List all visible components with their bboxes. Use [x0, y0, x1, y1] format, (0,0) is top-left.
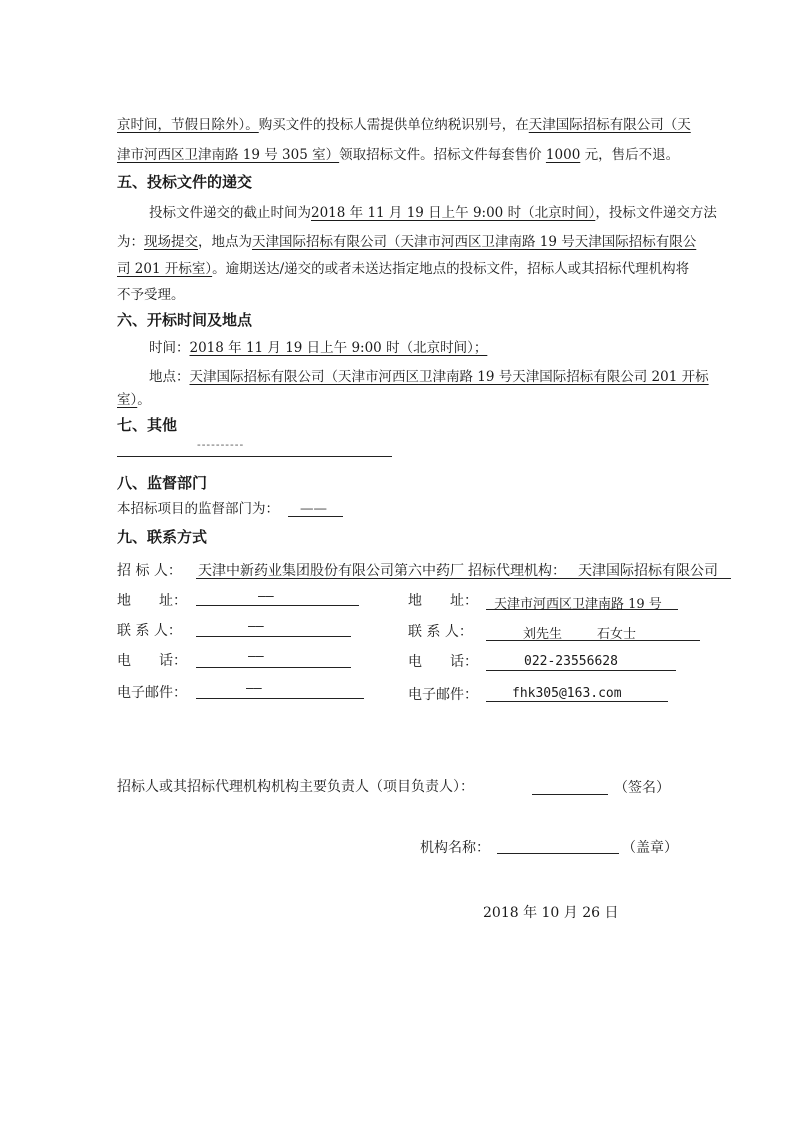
left-contact-underline: [196, 636, 351, 637]
price-suffix: 元，售后不退。: [580, 147, 680, 163]
time-note: 京时间，节假日除外）。: [117, 117, 259, 133]
supervisor-line: [117, 498, 279, 520]
supervisor-value: ——: [300, 501, 327, 517]
place-value-part2: 司 201 开标室）: [117, 261, 213, 277]
right-address-label: 地 址：: [408, 593, 478, 609]
opening-place-line1: [149, 366, 709, 388]
place-value-part1: 天津国际招标有限公司（天津市河西区卫津南路 19 号天津国际招标有限公: [252, 234, 697, 250]
price-text: 领取招标文件。招标文件每套售价: [339, 147, 546, 163]
right-contact-value-2: 石女士: [597, 627, 637, 642]
opening-place-line2: [117, 389, 151, 411]
pickup-place-part1: 天津国际招标有限公司（天: [528, 117, 691, 133]
right-contact-underline: [486, 640, 700, 641]
left-email-value: ——: [246, 681, 262, 696]
section6-heading: 六、开标时间及地点: [117, 311, 253, 329]
time-value: 2018 年 11 月 19 日上午 9:00 时（北京时间）；: [189, 340, 488, 356]
section8-heading: 八、监督部门: [117, 474, 208, 492]
section9-heading: 九、联系方式: [117, 528, 208, 546]
left-address-label: 地 址：: [117, 593, 187, 609]
sign-note: （签名）: [614, 780, 670, 796]
responsible-label: 招标人或其招标代理机构机构主要负责人（项目负责人）：: [117, 779, 474, 795]
right-contact-label: 联 系 人：: [408, 624, 473, 640]
right-phone-label: 电 话：: [408, 654, 478, 670]
right-email-underline: [486, 701, 668, 702]
supervisor-underline: [288, 516, 343, 517]
left-phone-value: ——: [248, 649, 264, 664]
left-address-value: ——: [258, 589, 274, 604]
agency-value: 天津国际招标有限公司: [578, 563, 718, 579]
method-prefix: 为：: [117, 234, 144, 250]
tenderer-value: 天津中新药业集团股份有限公司第六中药厂: [198, 563, 464, 579]
place-value-part2: 室）: [117, 392, 138, 408]
place-label: 地点：: [149, 369, 190, 385]
pickup-place-part2: 津市河西区卫津南路 19 号 305 室）: [117, 147, 340, 163]
left-contact-label: 联 系 人：: [117, 623, 182, 639]
org-name-label: 机构名称：: [420, 840, 490, 856]
right-address-underline: [486, 609, 678, 610]
left-address-underline: [196, 605, 359, 606]
tenderer-label: 招 标 人：: [117, 563, 182, 579]
other-blank-line: [117, 456, 392, 457]
left-email-label: 电子邮件：: [117, 685, 187, 701]
place-label: ，地点为: [198, 234, 252, 250]
right-email-value: fhk305@163.com: [512, 686, 622, 701]
right-phone-underline: [486, 670, 676, 671]
purchase-note: 购买文件的投标人需提供单位纳税识别号，在: [258, 117, 529, 133]
section5-line3: [117, 258, 689, 280]
section5-heading: 五、投标文件的递交: [117, 173, 253, 191]
right-address-value: 天津市河西区卫津南路 19 号: [494, 597, 662, 612]
method-value: 现场提交: [144, 234, 198, 250]
left-phone-label: 电 话：: [117, 653, 187, 669]
late-policy: 。逾期送达/递交的或者未送达指定地点的投标文件，招标人或其招标代理机构将: [212, 261, 690, 277]
agency-label: 招标代理机构：: [468, 563, 566, 579]
deadline-value: 2018 年 11 月 19 日上午 9:00 时（北京时间）: [311, 205, 596, 221]
right-contact-value-1: 刘先生: [523, 627, 563, 642]
other-placeholder: ----------: [197, 438, 245, 451]
org-name-underline: [497, 853, 619, 854]
section7-heading: 七、其他: [117, 416, 178, 434]
left-phone-underline: [196, 667, 351, 668]
section5-line2: [117, 231, 696, 253]
signing-date: 2018 年 10 月 26 日: [483, 905, 619, 921]
section4-line1: [117, 114, 691, 136]
method-label: ，投标文件递交方法: [595, 205, 717, 221]
tenderer-underline: [196, 578, 731, 579]
deadline-label: 投标文件递交的截止时间为: [149, 205, 311, 221]
right-email-label: 电子邮件：: [408, 687, 478, 703]
signature-underline: [532, 794, 608, 795]
place-value-part1: 天津国际招标有限公司（天津市河西区卫津南路 19 号天津国际招标有限公司 201 开标: [189, 369, 709, 385]
time-label: 时间：: [149, 340, 190, 356]
supervisor-label: 本招标项目的监督部门为：: [117, 501, 279, 517]
opening-time: [149, 337, 487, 359]
section4-line2: [117, 144, 679, 166]
left-email-underline: [196, 698, 364, 699]
section5-line4: 不予受理。: [117, 287, 185, 303]
section5-line1: [149, 202, 717, 224]
right-phone-value: 022-23556628: [524, 654, 618, 669]
seal-note: （盖章）: [622, 840, 678, 856]
place-end: 。: [137, 392, 151, 408]
price-value: 1000: [545, 147, 581, 163]
left-contact-value: ——: [248, 619, 264, 634]
